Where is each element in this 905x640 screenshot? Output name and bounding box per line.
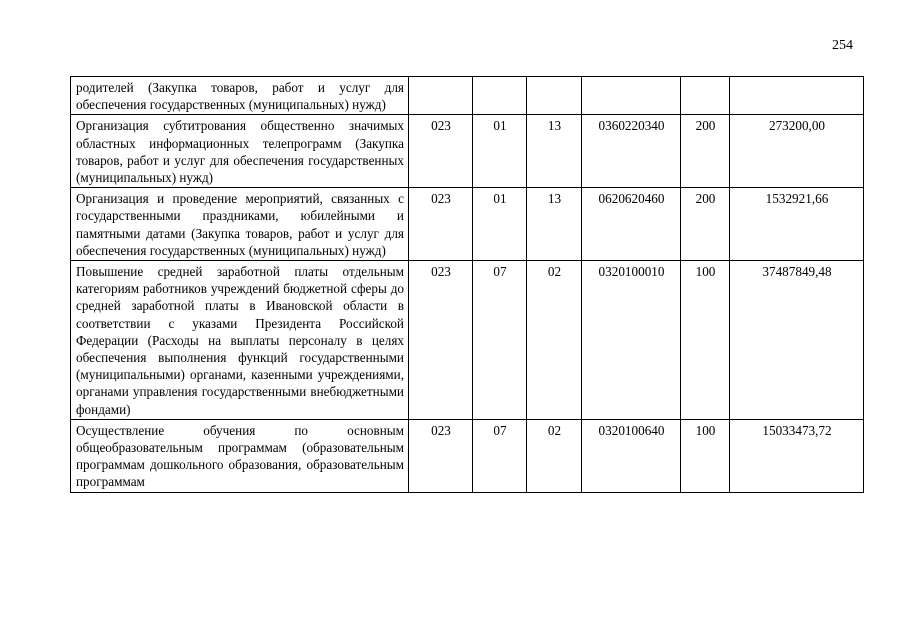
row-section xyxy=(473,77,527,115)
row-grbs: 023 xyxy=(409,419,473,492)
row-description: родителей (Закупка товаров, работ и услуг для обеспечения государственных (муниципальных) нужд) xyxy=(71,77,409,115)
row-section: 01 xyxy=(473,188,527,261)
row-subsection: 13 xyxy=(527,188,582,261)
row-grbs: 023 xyxy=(409,115,473,188)
row-target-article: 0320100010 xyxy=(582,261,681,420)
row-subsection: 02 xyxy=(527,419,582,492)
row-amount: 37487849,48 xyxy=(730,261,864,420)
budget-table xyxy=(70,76,864,493)
row-expense-type: 200 xyxy=(681,115,730,188)
row-section: 07 xyxy=(473,419,527,492)
row-grbs: 023 xyxy=(409,261,473,420)
row-amount: 273200,00 xyxy=(730,115,864,188)
row-amount: 15033473,72 xyxy=(730,419,864,492)
row-description: Организация и проведение мероприятий, связанных с государственными праздниками, юбилейными и памятными датами (Закупка товаров, работ и услуг для обеспечения государственных (муниципальных) нужд) xyxy=(71,188,409,261)
row-expense-type: 100 xyxy=(681,419,730,492)
row-subsection: 02 xyxy=(527,261,582,420)
table-row xyxy=(71,419,864,492)
row-target-article: 0320100640 xyxy=(582,419,681,492)
row-description: Повышение средней заработной платы отдельным категориям работников учреждений бюджетной сферы до средней заработной платы в Ивановской области в соответствии с указами Президента Российской Федерации (Расходы на выплаты персоналу в целях обеспечения выполнения функций государственными (муниципальными) органами, казенными учреждениями, органами управления государственными внебюджетными фондами) xyxy=(71,261,409,420)
table-row xyxy=(71,188,864,261)
row-description: Осуществление обучения по основным общеобразовательным программам (образовательным программам дошкольного образования, образовательным программам xyxy=(71,419,409,492)
table-row xyxy=(71,77,864,115)
table-row xyxy=(71,115,864,188)
row-target-article xyxy=(582,77,681,115)
row-target-article: 0620620460 xyxy=(582,188,681,261)
table-row xyxy=(71,261,864,420)
row-grbs: 023 xyxy=(409,188,473,261)
row-amount xyxy=(730,77,864,115)
row-section: 01 xyxy=(473,115,527,188)
row-section: 07 xyxy=(473,261,527,420)
row-subsection xyxy=(527,77,582,115)
row-description: Организация субтитрования общественно значимых областных информационных телепрограмм (Закупка товаров, работ и услуг для обеспечения государственных (муниципальных) нужд) xyxy=(71,115,409,188)
page-number: 254 xyxy=(832,38,853,53)
row-expense-type: 100 xyxy=(681,261,730,420)
row-amount: 1532921,66 xyxy=(730,188,864,261)
row-subsection: 13 xyxy=(527,115,582,188)
row-grbs xyxy=(409,77,473,115)
row-expense-type xyxy=(681,77,730,115)
row-expense-type: 200 xyxy=(681,188,730,261)
row-target-article: 0360220340 xyxy=(582,115,681,188)
